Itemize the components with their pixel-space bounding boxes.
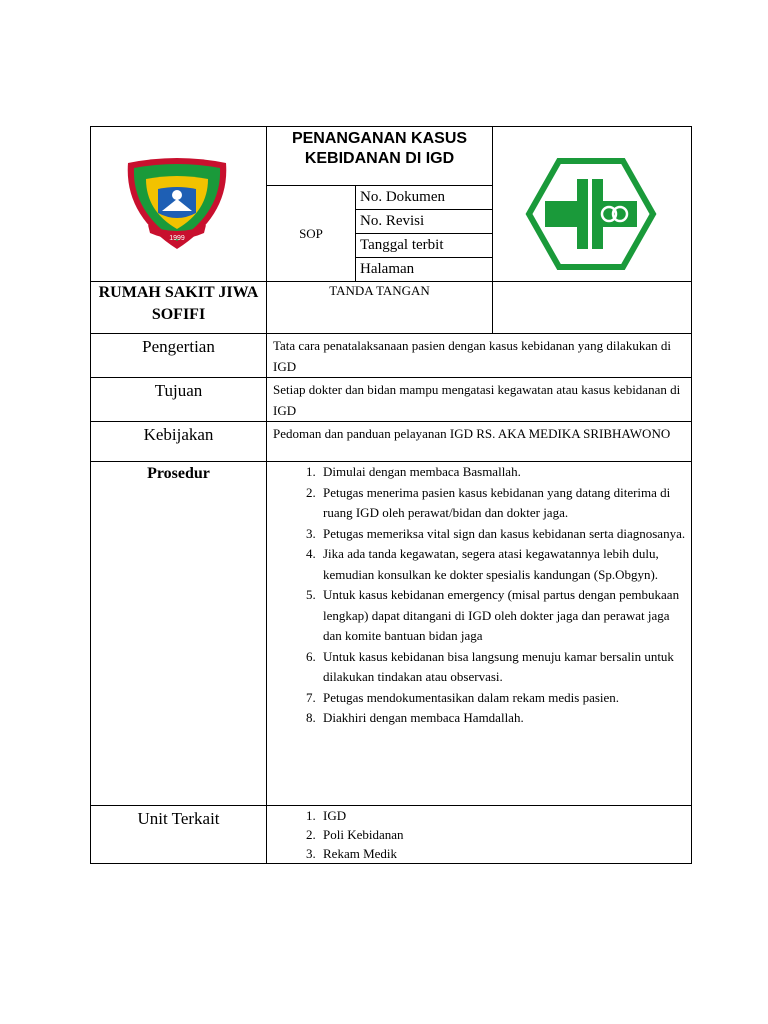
unit-item: 2. Poli Kebidanan (319, 825, 691, 844)
title-cell (267, 127, 493, 282)
tujuan-text: Setiap dokter dan bidan mampu mengatasi kegawatan atau kasus kebidanan di IGD (267, 378, 692, 422)
sop-label: SOP (267, 186, 356, 281)
crest-logo-cell (91, 127, 267, 282)
meta-doc-number: No. Dokumen (356, 186, 492, 210)
prosedur-steps-cell (267, 462, 692, 806)
sop-document (90, 126, 691, 864)
pengertian-label: Pengertian (91, 334, 267, 378)
prosedur-step: 2. Petugas menerima pasien kasus kebidanan yang datang diterima di ruang IGD oleh perawat/bidan dan dokter jaga. (319, 483, 691, 524)
title-line-2: KEBIDANAN DI IGD (304, 150, 455, 167)
kebijakan-label: Kebijakan (91, 422, 267, 462)
kebijakan-text: Pedoman dan panduan pelayanan IGD RS. AKA MEDIKA SRIBHAWONO (267, 422, 692, 462)
sop-table (90, 126, 692, 864)
prosedur-step: 4. Jika ada tanda kegawatan, segera atasi kegawatannya lebih dulu, kemudian konsulkan ke dokter spesialis kandungan (Sp.Obgyn). (319, 544, 691, 585)
meta-page: Halaman (360, 261, 415, 277)
unit-terkait-label: Unit Terkait (91, 806, 267, 864)
health-cross-icon (525, 157, 657, 271)
signature-label: TANDA TANGAN (267, 282, 493, 334)
document-title (267, 127, 492, 185)
prosedur-label: Prosedur (91, 462, 267, 806)
signature-space (493, 282, 692, 334)
prosedur-steps (267, 462, 691, 729)
hospital-name-line-2: SOFIFI (151, 306, 206, 323)
tujuan-label: Tujuan (91, 378, 267, 422)
crest-year: 1999 (169, 235, 185, 242)
meta-revision: No. Revisi (356, 210, 492, 234)
prosedur-step: 8. Diakhiri dengan membaca Hamdallah. (319, 708, 691, 729)
title-line-1: PENANGANAN KASUS (291, 130, 468, 147)
hospital-name-cell (91, 282, 267, 334)
prosedur-step: 7. Petugas mendokumentasikan dalam rekam medis pasien. (319, 688, 691, 709)
unit-terkait-cell (267, 806, 692, 864)
meta-issue-date: Tanggal terbit (356, 234, 492, 258)
prosedur-step: 1. Dimulai dengan membaca Basmallah. (319, 462, 691, 483)
document-meta (356, 186, 492, 281)
health-logo-cell (493, 127, 692, 282)
sop-meta-block (267, 185, 492, 281)
unit-item: 1. IGD (319, 806, 691, 825)
regional-crest-icon (124, 155, 230, 251)
unit-terkait-list (267, 806, 691, 863)
hospital-name-line-1: RUMAH SAKIT JIWA (98, 284, 259, 301)
prosedur-step: 5. Untuk kasus kebidanan emergency (misal partus dengan pembukaan lengkap) dapat ditangani di IGD oleh dokter jaga dan perawat jaga dan komite bantuan bidan jaga (319, 585, 691, 647)
prosedur-step: 6. Untuk kasus kebidanan bisa langsung menuju kamar bersalin untuk dilakukan tindakan atau observasi. (319, 647, 691, 688)
unit-item: 3. Rekam Medik (319, 844, 691, 863)
prosedur-step: 3. Petugas memeriksa vital sign dan kasus kebidanan serta diagnosanya. (319, 524, 691, 545)
pengertian-text: Tata cara penatalaksanaan pasien dengan kasus kebidanan yang dilakukan di IGD (267, 334, 692, 378)
